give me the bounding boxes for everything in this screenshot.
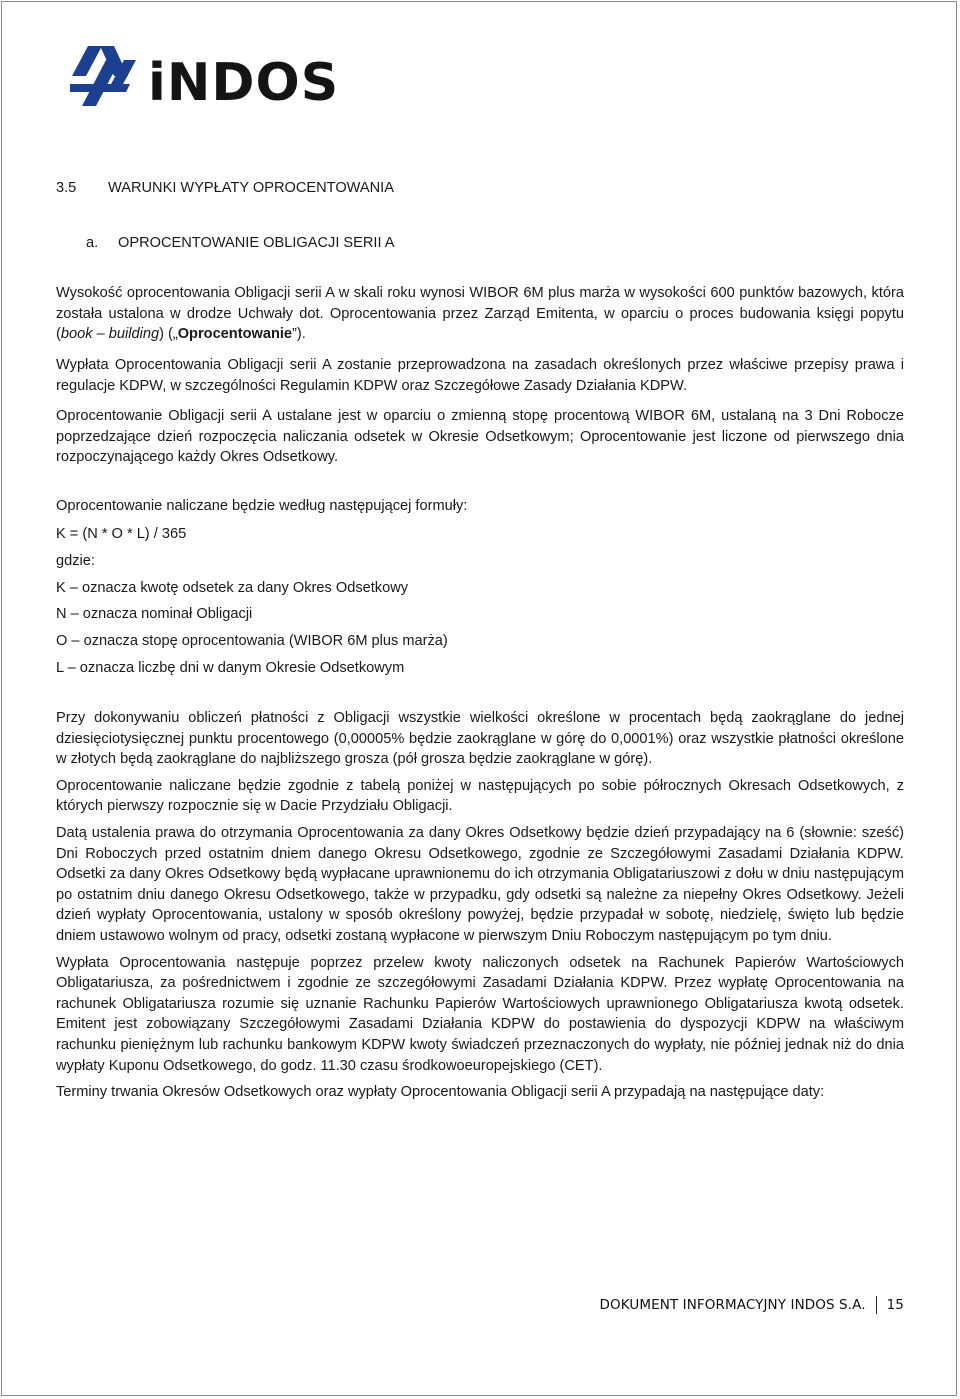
formula-intro: Oprocentowanie naliczane będzie według następującej formuły: bbox=[56, 497, 468, 514]
p1-defined-term: Oprocentowanie bbox=[177, 326, 293, 343]
definition-o: O – oznacza stopę oprocentowania (WIBOR 6M plus marża) bbox=[56, 632, 448, 649]
indos-logo-icon bbox=[70, 40, 340, 110]
p1-text-a: Wysokość oprocentowania Obligacji serii A w skali roku wynosi WIBOR 6M plus marża w wysokości 600 punktów bazowych, która została ustalona w drodze Uchwały dot. Oprocentowania przez Zarząd Emitenta, w oparciu o proces budowania księgi popytu ( bbox=[56, 285, 904, 343]
p1-italic-term: book – building bbox=[60, 326, 160, 343]
paragraph-interest-rate bbox=[56, 283, 904, 345]
logo-mark bbox=[70, 46, 136, 106]
p1-text-c: ”). bbox=[292, 326, 306, 343]
page-number: 15 bbox=[886, 1297, 904, 1313]
definition-n: N – oznacza nominał Obligacji bbox=[56, 606, 253, 623]
logo-text: iNDOS bbox=[148, 53, 340, 110]
paragraph-record-date: Datą ustalenia prawa do otrzymania Oprocentowania za dany Okres Odsetkowy będzie dzień przypadający na 6 (słownie: sześć) Dni Roboczych przed ostatnim dniem danego Okresu Odsetkowego, zgodnie ze Szczegółowymi Zasadami Działania KDPW. Odsetki za dany Okres Odsetkowy będą wypłacane uprawnionemu do ich otrzymania Obligatariuszowi z dołu w dniu następującym po ostatnim dniu danego Okresu Odsetkowego, także w przypadku, gdy odsetki są należne za niepełny Okres Odsetkowy. Jeżeli dzień wypłaty Oprocentowania, ustalony w sposób określony powyżej, będzie przypadał w sobotę, niedzielę, święto lub będzie dniem ustawowo wolnym od pracy, odsetki zostaną wypłacone w pierwszym Dniu Roboczym następującym po tym dniu. bbox=[56, 825, 904, 945]
paragraph-rounding: Przy dokonywaniu obliczeń płatności z Obligacji wszystkie wielkości określone w procentach będą zaokrąglane do jednej dziesięciotysięcznej punktu procentowego (0,00005% będzie zaokrąglane w górę do 0,0001%) oraz wszystkie płatności określone w złotych będą zaokrąglane do najbliższego grosza (pół grosza będzie zaokrąglane w górę). bbox=[56, 710, 904, 768]
section-title: WARUNKI WYPŁATY OPROCENTOWANIA bbox=[108, 180, 394, 196]
subsection-letter: a. bbox=[86, 234, 99, 251]
definition-l: L – oznacza liczbę dni w danym Okresie Odsetkowym bbox=[56, 659, 405, 676]
definition-k: K – oznacza kwotę odsetek za dany Okres Odsetkowy bbox=[56, 579, 409, 596]
document-body bbox=[56, 170, 904, 1103]
footer-document-title: DOKUMENT INFORMACYJNY INDOS S.A. bbox=[599, 1297, 866, 1313]
paragraph-transfer: Wypłata Oprocentowania następuje poprzez przelew kwoty naliczonych odsetek na Rachunek Papierów Wartościowych Obligatariusza, za pośrednictwem i zgodnie ze szczegółowymi Zasadami Działania KDPW. Przez wypłatę Oprocentowania na rachunek Obligatariusza rozumie się uznanie Rachunku Papierów Wartościowych uprawnionego Obligatariusza kwotą odsetek. Emitent jest zobowiązany Szczegółowymi Zasadami Działania KDPW do postawienia do dyspozycji KDPW na właściwym rachunku pieniężnym lub rachunku bankowym KDPW kwoty świadczeń przeznaczonych do wypłaty, nie później jednak niż do dnia wypłaty Kuponu Odsetkowego, do godz. 11.30 czasu środkowoeuropejskiego (CET). bbox=[56, 954, 904, 1074]
paragraph-periods: Oprocentowanie naliczane będzie zgodnie z tabelą poniżej w następujących po sobie półrocznych Okresach Odsetkowych, z których pierwszy rozpocznie się w Dacie Przydziału Obligacji. bbox=[56, 777, 904, 815]
paragraph-schedule-intro: Terminy trwania Okresów Odsetkowych oraz wypłaty Oprocentowania Obligacji serii A przypadają na następujące daty: bbox=[56, 1084, 825, 1101]
p1-text-b: ) („ bbox=[159, 326, 178, 343]
company-logo bbox=[70, 40, 340, 110]
page-footer bbox=[600, 1296, 904, 1314]
section-number: 3.5 bbox=[56, 180, 77, 196]
subsection-heading bbox=[56, 233, 904, 254]
paragraph-variable-rate: Oprocentowanie Obligacji serii A ustalane jest w oparciu o zmienną stopę procentową WIBOR 6M, ustalaną na 3 Dni Robocze poprzedzające dzień rozpoczęcia naliczania odsetek w Okresie Odsetkowym; Oprocentowanie jest liczone od pierwszego dnia rozpoczynającego każdy Okres Odsetkowy. bbox=[56, 408, 904, 466]
formula-where: gdzie: bbox=[56, 553, 95, 570]
section-heading bbox=[56, 178, 904, 199]
subsection-title: OPROCENTOWANIE OBLIGACJI SERII A bbox=[118, 234, 395, 251]
footer-separator bbox=[876, 1296, 877, 1314]
paragraph-payment-rules: Wypłata Oprocentowania Obligacji serii A zostanie przeprowadzona na zasadach określonych przez właściwe przepisy prawa i regulacje KDPW, w szczególności Regulamin KDPW oraz Szczegółowe Zasady Działania KDPW. bbox=[56, 356, 904, 394]
formula-expression: K = (N * O * L) / 365 bbox=[56, 525, 187, 542]
